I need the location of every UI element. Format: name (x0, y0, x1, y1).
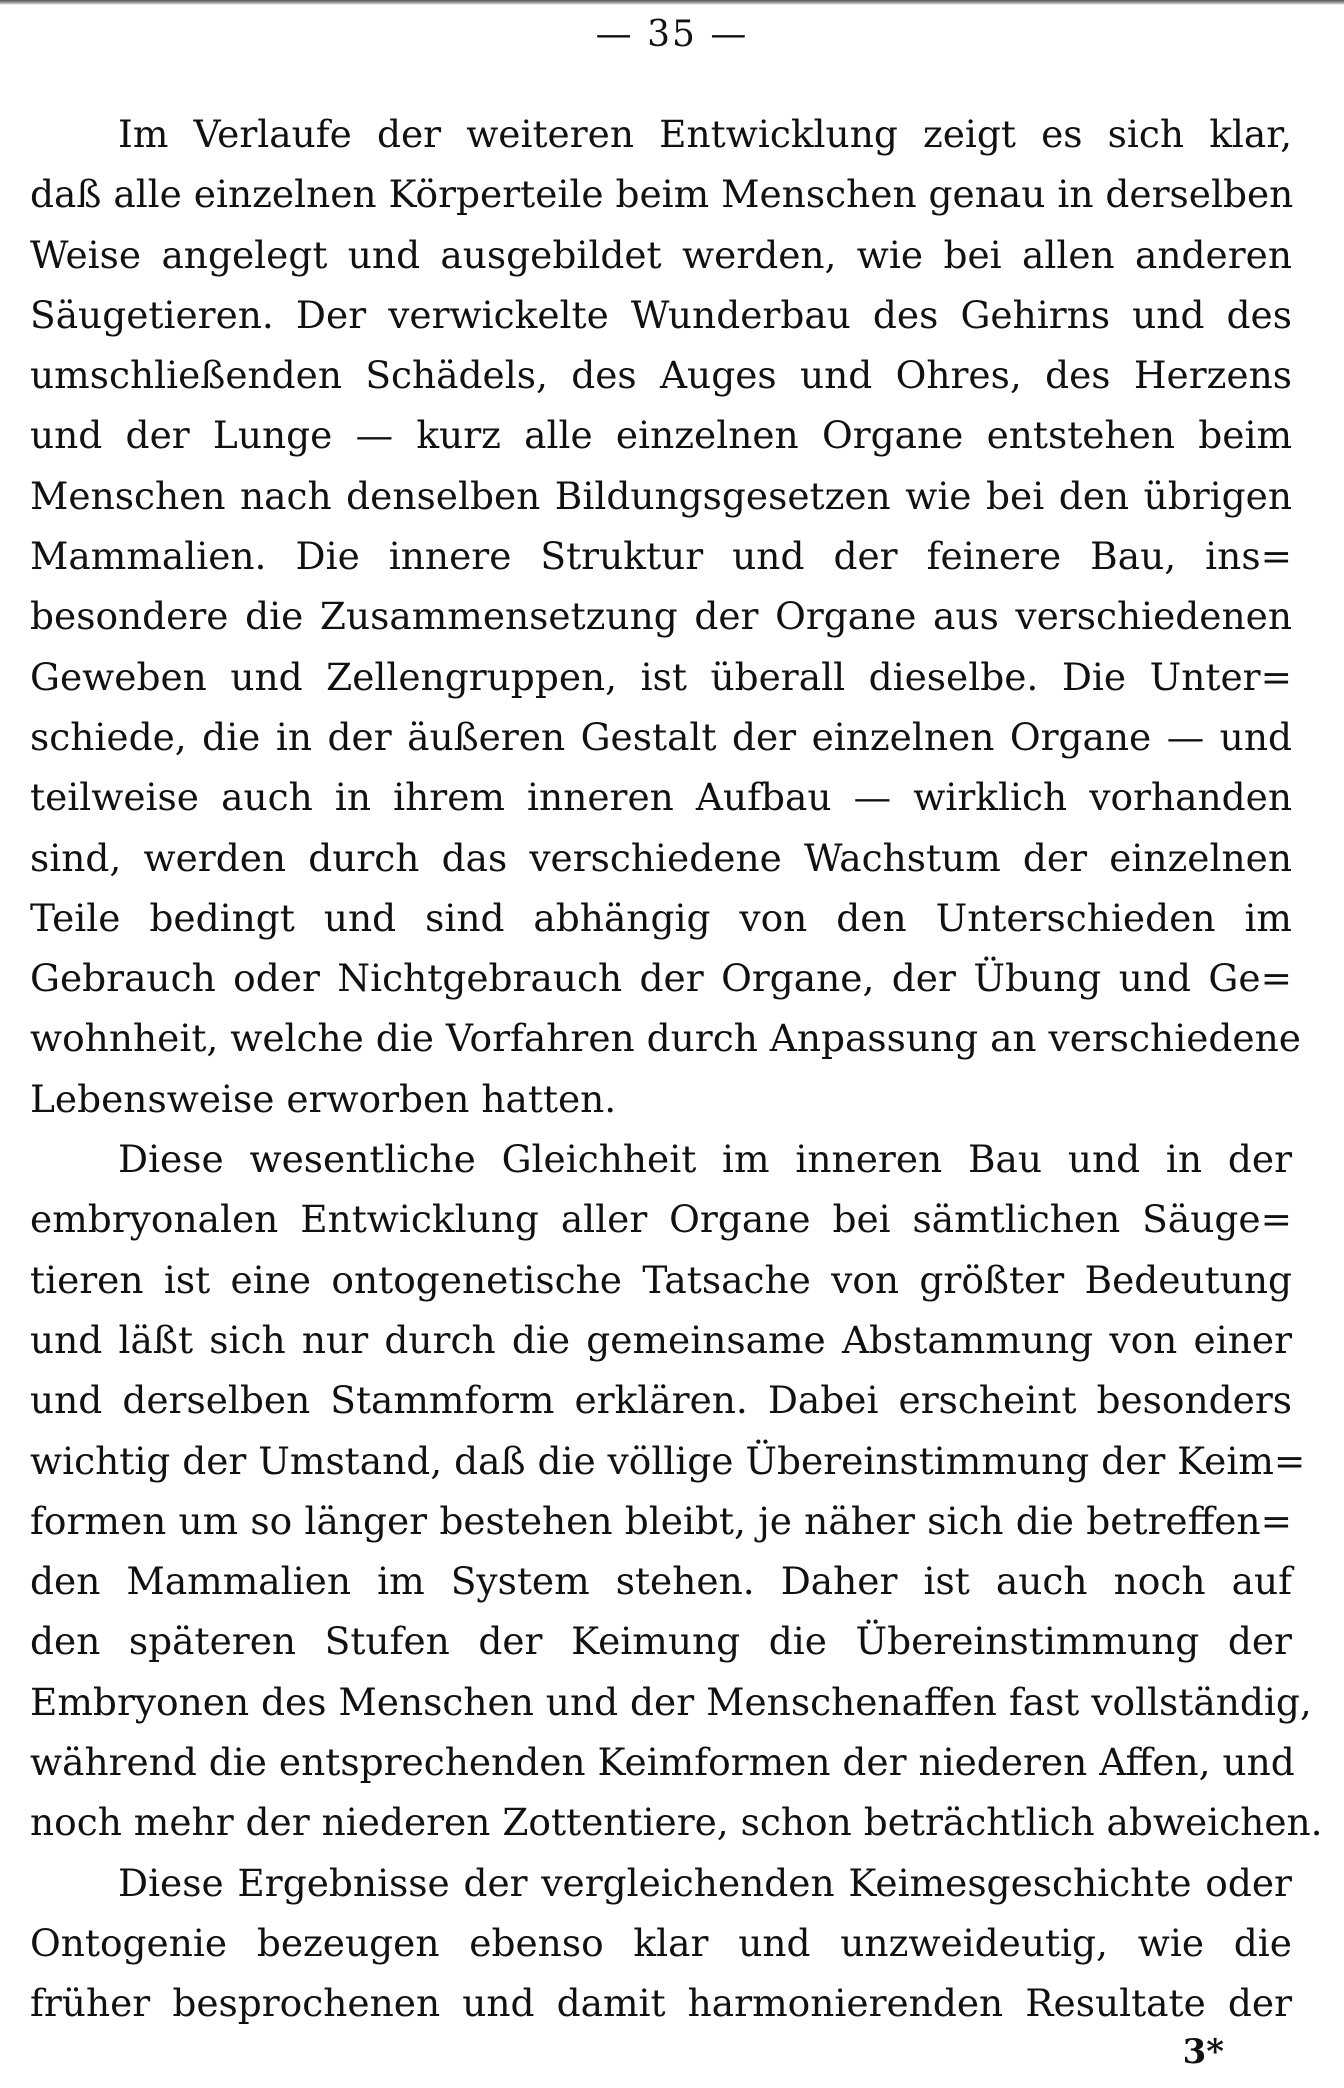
text-line: und der Lunge — kurz alle einzelnen Organe entstehen beim (30, 413, 1292, 458)
text-line: schiede, die in der äußeren Gestalt der einzelnen Organe — und (30, 714, 1292, 759)
text-line: während die entsprechenden Keimformen der niederen Affen, und (30, 1740, 1295, 1785)
text-line: und derselben Stammform erklären. Dabei erscheint besonders (30, 1378, 1292, 1423)
paragraph-3 (30, 1853, 1292, 2034)
text-line: Säugetieren. Der verwickelte Wunderbau des Gehirns und des (30, 292, 1292, 337)
signature-mark: 3* (1182, 2032, 1224, 2072)
text-line: formen um so länger bestehen bleibt, je näher sich die betreffen= (30, 1498, 1292, 1543)
text-line: umschließenden Schädels, des Auges und Ohres, des Herzens (30, 353, 1292, 398)
text-line: wohnheit, welche die Vorfahren durch Anpassung an verschiedene (30, 1016, 1301, 1061)
page-number: — 35 — (595, 14, 749, 55)
text-line: Diese Ergebnisse der vergleichenden Keimesgeschichte oder (118, 1860, 1292, 1905)
paragraph-2 (30, 1129, 1323, 1853)
page-top-edge (0, 0, 1344, 5)
text-line: Lebensweise erworben hatten. (30, 1076, 617, 1121)
text-line: Ontogenie bezeugen ebenso klar und unzweideutig, wie die (30, 1920, 1292, 1965)
text-line: Diese wesentliche Gleichheit im inneren Bau und in der (118, 1137, 1292, 1182)
paragraph-1 (30, 104, 1301, 1129)
text-line: noch mehr der niederen Zottentiere, schon beträchtlich abweichen. (30, 1800, 1323, 1845)
text-line: teilweise auch in ihrem inneren Aufbau — wirklich vorhanden (30, 775, 1292, 820)
text-line: Weise angelegt und ausgebildet werden, wie bei allen anderen (30, 232, 1292, 277)
text-line: tieren ist eine ontogenetische Tatsache von größter Bedeutung (30, 1257, 1292, 1302)
text-line: Teile bedingt und sind abhängig von den Unterschieden im (30, 895, 1292, 940)
text-line: Im Verlaufe der weiteren Entwicklung zeigt es sich klar, (118, 112, 1292, 156)
text-line: Gebrauch oder Nichtgebrauch der Organe, der Übung und Ge= (30, 956, 1292, 1001)
text-line: wichtig der Umstand, daß die völlige Übereinstimmung der Keim= (30, 1438, 1306, 1483)
body-text (30, 104, 1323, 2034)
text-line: Geweben und Zellengruppen, ist überall dieselbe. Die Unter= (30, 654, 1292, 699)
text-line: sind, werden durch das verschiedene Wachstum der einzelnen (30, 835, 1292, 880)
text-line: Menschen nach denselben Bildungsgesetzen wie bei den übrigen (30, 473, 1292, 518)
text-line: früher besprochenen und damit harmonierenden Resultate der (30, 1981, 1292, 2026)
text-line: den späteren Stufen der Keimung die Übereinstimmung der (30, 1619, 1292, 1664)
text-line: und läßt sich nur durch die gemeinsame Abstammung von einer (30, 1317, 1292, 1362)
text-line: Mammalien. Die innere Struktur und der feinere Bau, ins= (30, 534, 1292, 579)
text-line: besondere die Zusammensetzung der Organe aus verschiedenen (30, 594, 1292, 639)
text-line: den Mammalien im System stehen. Daher ist auch noch auf (30, 1559, 1292, 1604)
text-line: Embryonen des Menschen und der Menschenaffen fast vollständig, (30, 1679, 1312, 1724)
text-line: daß alle einzelnen Körperteile beim Menschen genau in derselben (30, 172, 1294, 217)
text-line: embryonalen Entwicklung aller Organe bei sämtlichen Säuge= (30, 1197, 1292, 1242)
